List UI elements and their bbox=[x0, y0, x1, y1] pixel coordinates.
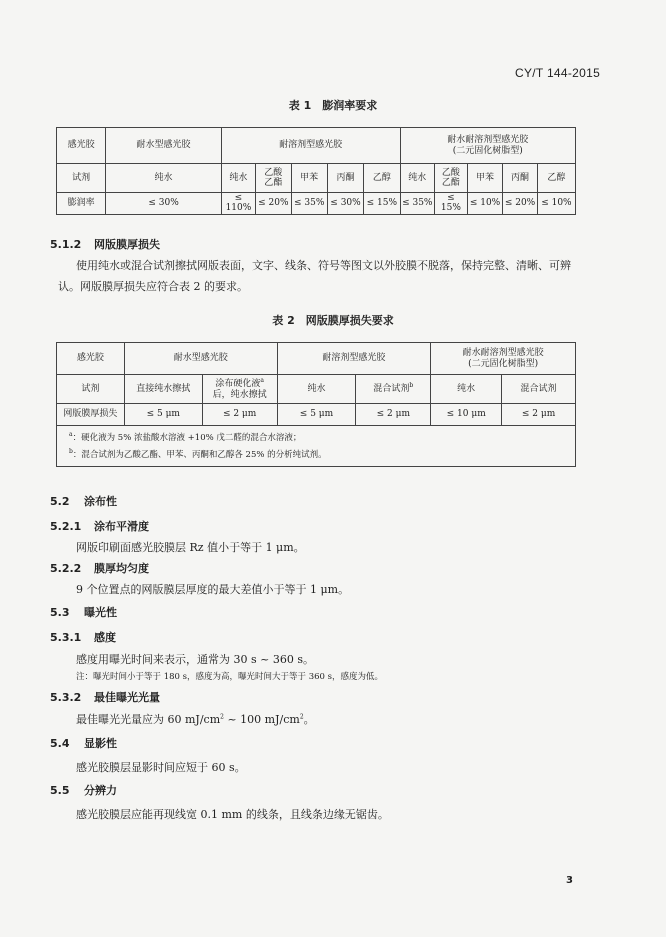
table2-group-solvent: 耐溶剂型感光胶 bbox=[277, 343, 431, 375]
table2-loss-cell: ≤ 2 μm bbox=[202, 404, 277, 426]
table1-reagent-cell: 甲苯 bbox=[291, 164, 327, 193]
table1-reagent-cell: 乙醇 bbox=[364, 164, 400, 193]
table1-swelling-cell: ≤ 10% bbox=[537, 193, 575, 215]
section-5-3-heading: 5.3 曝光性 bbox=[50, 606, 117, 619]
section-5-2-1-text: 网版印刷面感光胶膜层 Rz 值小于等于 1 μm。 bbox=[76, 541, 305, 554]
table1-group-dual bbox=[400, 128, 576, 164]
footnote-b-ref: b bbox=[409, 382, 414, 390]
table1-group-water: 耐水型感光胶 bbox=[106, 128, 221, 164]
table2-group-dual-line1: 耐水耐溶剂型感光胶 bbox=[462, 348, 544, 359]
table2-group-water: 耐水型感光胶 bbox=[124, 343, 277, 375]
table2-loss-cell: ≤ 5 μm bbox=[124, 404, 202, 426]
table2-loss-label: 网版膜厚损失 bbox=[57, 404, 125, 426]
table2-reagent-cell bbox=[202, 375, 277, 404]
table1-group-solvent: 耐溶剂型感光胶 bbox=[221, 128, 400, 164]
section-number: 5.1.2 bbox=[50, 238, 82, 251]
section-title: 网版膜厚损失 bbox=[94, 238, 160, 251]
table1-swelling-label: 膨润率 bbox=[57, 193, 106, 215]
section-5-3-1-heading: 5.3.1 感度 bbox=[50, 631, 116, 644]
table2-note-a: $^a$：硬化液为 5% 浓盐酸水溶液 +10% 戊二醛的混合水溶液； bbox=[69, 431, 302, 443]
table2 bbox=[56, 342, 576, 467]
table2-loss-cell: ≤ 2 μm bbox=[356, 404, 431, 426]
table2-reagent-cell: 纯水 bbox=[277, 375, 356, 404]
section-5-1-2-heading bbox=[50, 236, 160, 252]
section-5-3-1-text: 感度用曝光时间来表示，通常为 30 s ~ 360 s。 bbox=[76, 653, 314, 666]
table1-reagent-cell: 丙酮 bbox=[503, 164, 538, 193]
table2-reagent-cell bbox=[356, 375, 431, 404]
table2-reagent-cell: 混合试剂 bbox=[502, 375, 576, 404]
table1-swelling-cell: ≤ 20% bbox=[503, 193, 538, 215]
section-5-5-text: 感光胶膜层应能再现线宽 0.1 mm 的线条，且线条边缘无锯齿。 bbox=[76, 808, 389, 821]
section-5-2-1-heading: 5.2.1 涂布平滑度 bbox=[50, 520, 149, 533]
table1-reagent-cell: 乙酸 乙酯 bbox=[435, 164, 468, 193]
table1-swelling-cell: ≤ 15% bbox=[435, 193, 468, 215]
section-5-3-2-text: 最佳曝光光量应为 60 $mJ/cm^2$ ~ 100 $mJ/cm^2$。 bbox=[76, 713, 315, 726]
table1-reagent-cell: 乙醇 bbox=[537, 164, 575, 193]
table1-reagent-cell: 乙酸 乙酯 bbox=[256, 164, 291, 193]
table1-reagent-label: 试剂 bbox=[57, 164, 106, 193]
table1-swelling-cell: ≤ 30% bbox=[327, 193, 363, 215]
table2-mixed-text: 混合试剂 bbox=[373, 384, 410, 395]
standard-code: CY/T 144-2015 bbox=[515, 66, 601, 80]
page-number: 3 bbox=[566, 875, 573, 886]
table2-hardener-text: 涂布硬化液 bbox=[215, 379, 261, 390]
table2-reagent-label: 试剂 bbox=[57, 375, 125, 404]
table1-header-label: 感光胶 bbox=[57, 128, 106, 164]
table2-caption: 表 2 网版膜厚损失要求 bbox=[272, 314, 394, 327]
table2-loss-cell: ≤ 2 μm bbox=[502, 404, 576, 426]
table2-loss-cell: ≤ 5 μm bbox=[277, 404, 356, 426]
section-5-3-2-heading: 5.3.2 最佳曝光光量 bbox=[50, 691, 160, 704]
footnote-a-ref: a bbox=[260, 377, 264, 385]
table2-loss-cell: ≤ 10 μm bbox=[431, 404, 502, 426]
table1-reagent-cell: 纯水 bbox=[106, 164, 221, 193]
table1-reagent-cell: 甲苯 bbox=[467, 164, 502, 193]
table1-caption: 表 1 膨润率要求 bbox=[288, 99, 378, 112]
table1-swelling-cell: ≤ 35% bbox=[291, 193, 327, 215]
section-5-4-heading: 5.4 显影性 bbox=[50, 737, 117, 750]
table1-swelling-cell: ≤ 15% bbox=[364, 193, 400, 215]
section-5-3-1-note: 注：曝光时间小于等于 180 s，感度为高，曝光时间大于等于 360 s，感度为低。 bbox=[76, 672, 383, 682]
table1-reagent-cell: 纯水 bbox=[400, 164, 435, 193]
table1-swelling-cell: ≤ 20% bbox=[256, 193, 291, 215]
table2-header-label: 感光胶 bbox=[57, 343, 125, 375]
table1-swelling-cell: ≤ 10% bbox=[467, 193, 502, 215]
table2-note-b: $^b$：混合试剂为乙酸乙酯、甲苯、丙酮和乙醇各 25% 的分析纯试剂。 bbox=[69, 447, 327, 460]
section-5-5-heading: 5.5 分辨力 bbox=[50, 784, 117, 797]
table2-group-dual bbox=[431, 343, 576, 375]
table1-swelling-cell: ≤ 30% bbox=[106, 193, 221, 215]
section-5-1-2-text: 使用纯水或混合试剂擦拭网版表面，文字、线条、符号等图文以外胶膜不脱落，保持完整、清晰、可辨认。网版膜厚损失应符合表 2 的要求。 bbox=[58, 259, 571, 293]
table1-reagent-cell: 丙酮 bbox=[327, 164, 363, 193]
section-5-4-text: 感光胶膜层显影时间应短于 60 s。 bbox=[76, 761, 246, 774]
table1-reagent-cell: 纯水 bbox=[221, 164, 255, 193]
table1-swelling-cell: ≤ 35% bbox=[400, 193, 435, 215]
table1 bbox=[56, 127, 576, 215]
table2-reagent-cell: 纯水 bbox=[431, 375, 502, 404]
table2-group-dual-line2: (二元固化树脂型) bbox=[468, 358, 539, 369]
table2-reagent-cell: 直接纯水擦拭 bbox=[124, 375, 202, 404]
table2-hardener-text-2: 后，纯水擦拭 bbox=[212, 389, 267, 400]
table1-group-dual-line2: (二元固化树脂型) bbox=[452, 145, 523, 156]
section-5-2-heading: 5.2 涂布性 bbox=[50, 495, 117, 508]
table1-swelling-cell: ≤ 110% bbox=[221, 193, 255, 215]
section-5-2-2-text: 9 个位置点的网版膜层厚度的最大差值小于等于 1 μm。 bbox=[76, 583, 350, 596]
table1-group-dual-line1: 耐水耐溶剂型感光胶 bbox=[447, 135, 529, 146]
table2-notes bbox=[57, 426, 576, 467]
section-5-2-2-heading: 5.2.2 膜厚均匀度 bbox=[50, 562, 149, 575]
